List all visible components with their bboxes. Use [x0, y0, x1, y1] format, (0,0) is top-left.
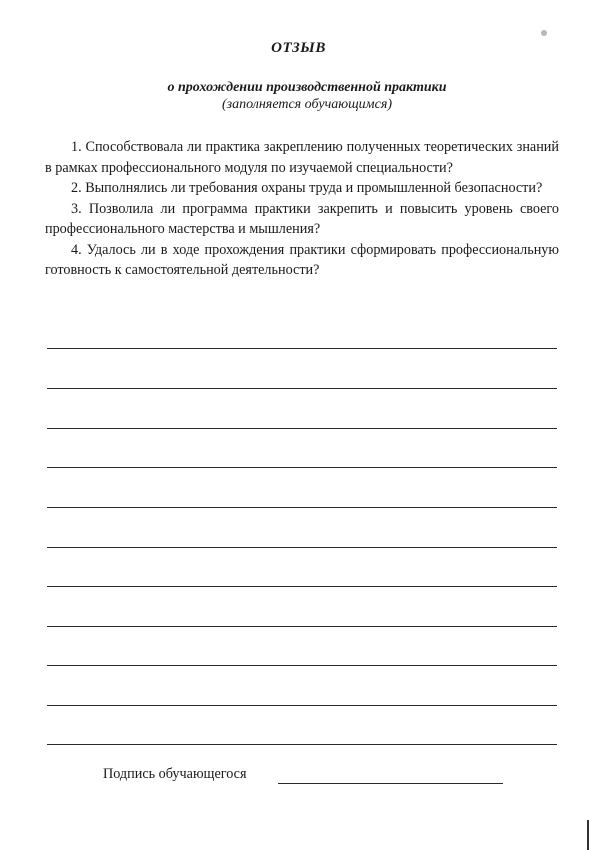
- answer-line-11[interactable]: [47, 744, 557, 745]
- question-2: 2. Выполнялись ли требования охраны труда и промышленной безопасности?: [71, 180, 543, 196]
- answer-line-4[interactable]: [47, 467, 557, 468]
- answer-line-5[interactable]: [47, 507, 557, 508]
- question-1: 1. Способствовала ли практика закреплению полученных теоретических знаний в рамках профессионального модуля по изучаемой специальности?: [45, 139, 559, 176]
- answer-line-8[interactable]: [47, 626, 557, 627]
- signature-label: Подпись обучающегося: [103, 766, 247, 782]
- answer-line-1[interactable]: [47, 348, 557, 349]
- question-4: 4. Удалось ли в ходе прохождения практики сформировать профессиональную готовность к самостоятельной деятельности?: [45, 241, 559, 278]
- document-title: ОТЗЫВ: [271, 40, 326, 56]
- answer-line-3[interactable]: [47, 428, 557, 429]
- question-3: 3. Позволила ли программа практики закрепить и повысить уровень своего профессионального мастерства и мышления?: [45, 200, 559, 237]
- document-subtitle: о прохождении производственной практики: [167, 80, 447, 95]
- answer-line-6[interactable]: [47, 547, 557, 548]
- answer-line-7[interactable]: [47, 586, 557, 587]
- scan-edge-mark: [587, 820, 589, 850]
- answer-line-10[interactable]: [47, 705, 557, 706]
- answer-line-9[interactable]: [47, 665, 557, 666]
- fill-in-note: (заполняется обучающимся): [221, 97, 393, 112]
- answer-line-2[interactable]: [47, 388, 557, 389]
- signature-line[interactable]: [278, 783, 503, 784]
